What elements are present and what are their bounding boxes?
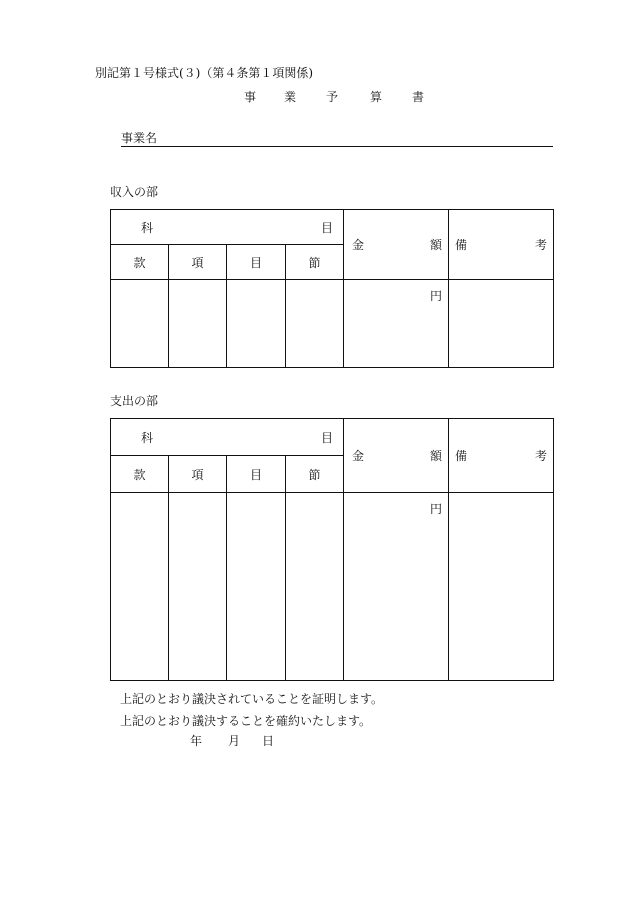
kan-cell[interactable] [111, 280, 169, 368]
setsu-header: 節 [286, 456, 344, 493]
amount-char: 額 [430, 238, 443, 252]
notes-char: 考 [535, 238, 548, 252]
expense-table [110, 418, 554, 681]
subject-char: 科 [141, 430, 154, 445]
moku-cell[interactable] [227, 493, 286, 681]
form-reference: 別記第１号様式(３)（第４条第１項関係) [95, 66, 314, 80]
title-char: 書 [412, 90, 425, 104]
kan-header: 款 [111, 456, 169, 493]
title-char: 業 [284, 90, 297, 104]
kou-cell[interactable] [169, 280, 227, 368]
moku-header: 目 [227, 245, 286, 280]
notes-char: 備 [455, 449, 468, 463]
year-char: 年 [190, 734, 203, 748]
moku-cell[interactable] [227, 280, 286, 368]
kan-header: 款 [111, 245, 169, 280]
amount-char: 額 [430, 449, 443, 463]
setsu-cell[interactable] [286, 280, 344, 368]
yen-unit: 円 [430, 502, 443, 516]
subject-char: 目 [321, 220, 334, 235]
title-char: 算 [370, 90, 383, 104]
title-char: 事 [244, 90, 257, 104]
kou-header: 項 [169, 245, 227, 280]
setsu-header: 節 [286, 245, 344, 280]
expense-section-label: 支出の部 [110, 394, 159, 408]
subject-header [111, 210, 344, 245]
notes-header [449, 419, 554, 493]
notes-char: 備 [455, 238, 468, 252]
month-char: 月 [228, 734, 241, 748]
notes-cell[interactable] [449, 280, 554, 368]
amount-cell[interactable] [344, 280, 449, 368]
amount-header [344, 419, 449, 493]
amount-char: 金 [352, 238, 365, 252]
subject-char: 目 [321, 430, 334, 445]
kan-cell[interactable] [111, 493, 169, 681]
income-section-label: 収入の部 [110, 185, 159, 199]
subject-char: 科 [141, 220, 154, 235]
amount-char: 金 [352, 449, 365, 463]
yen-unit: 円 [430, 289, 443, 303]
project-name-field[interactable] [121, 130, 553, 147]
project-name-label: 事業名 [121, 131, 158, 145]
day-char: 日 [262, 734, 275, 748]
notes-char: 考 [535, 449, 548, 463]
amount-cell[interactable] [344, 493, 449, 681]
income-table [110, 209, 554, 368]
commitment-statement: 上記のとおり議決することを確約いたします。 [120, 714, 372, 728]
subject-header [111, 419, 344, 456]
amount-header [344, 210, 449, 280]
kou-cell[interactable] [169, 493, 227, 681]
certification-statement: 上記のとおり議決されていることを証明します。 [120, 692, 384, 706]
setsu-cell[interactable] [286, 493, 344, 681]
notes-header [449, 210, 554, 280]
kou-header: 項 [169, 456, 227, 493]
moku-header: 目 [227, 456, 286, 493]
title-char: 予 [326, 90, 339, 104]
notes-cell[interactable] [449, 493, 554, 681]
